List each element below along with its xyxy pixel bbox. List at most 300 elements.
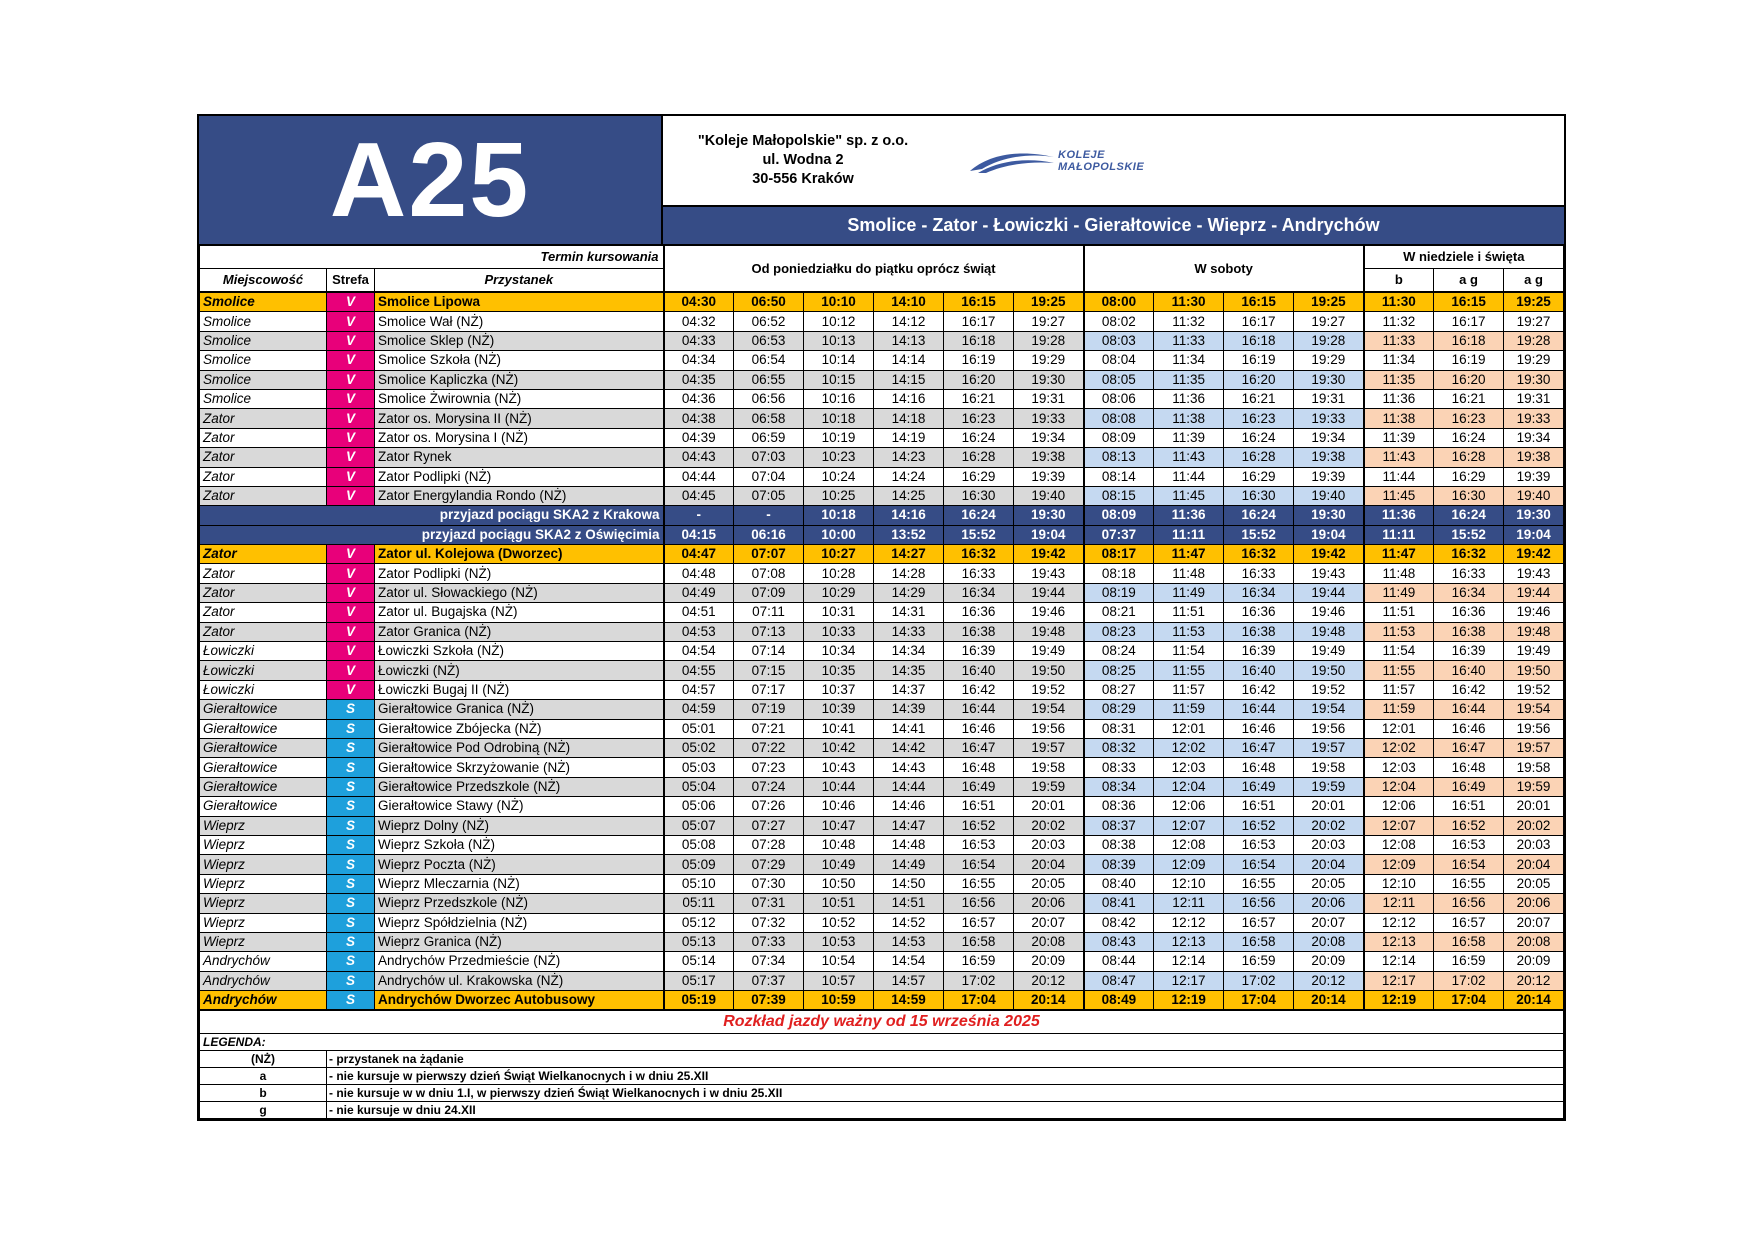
zone-badge: V (327, 545, 375, 564)
town-cell: Łowiczki (200, 680, 327, 699)
departure-time: 10:37 (804, 680, 874, 699)
departure-time: 16:58 (1224, 932, 1294, 951)
stop-row (200, 952, 1564, 971)
stop-row (200, 797, 1564, 816)
stop-row (200, 428, 1564, 447)
departure-time: 04:49 (664, 583, 734, 602)
departure-time: 11:51 (1154, 603, 1224, 622)
departure-time: 19:30 (1504, 506, 1564, 525)
departure-time: 11:47 (1154, 545, 1224, 564)
departure-time: 11:43 (1154, 448, 1224, 467)
stop-row (200, 758, 1564, 777)
stop-name: Zator Rynek (375, 448, 664, 467)
departure-time: 16:17 (1434, 312, 1504, 331)
departure-time: 16:30 (1224, 486, 1294, 505)
departure-time: 16:38 (1434, 622, 1504, 641)
departure-time: 11:32 (1154, 312, 1224, 331)
departure-time: 07:37 (734, 971, 804, 990)
departure-time: 16:54 (944, 855, 1014, 874)
departure-time: 20:14 (1504, 991, 1564, 1011)
departure-time: 05:06 (664, 797, 734, 816)
departure-time: 11:36 (1364, 506, 1434, 525)
departure-time: 12:12 (1154, 913, 1224, 932)
departure-time: 07:14 (734, 642, 804, 661)
departure-time: 10:29 (804, 583, 874, 602)
departure-time: 19:28 (1504, 331, 1564, 350)
departure-time: 10:50 (804, 874, 874, 893)
departure-time: 16:44 (944, 700, 1014, 719)
departure-time: 19:44 (1504, 583, 1564, 602)
town-cell: Wieprz (200, 913, 327, 932)
departure-time: 08:14 (1084, 467, 1154, 486)
departure-time: 12:04 (1154, 777, 1224, 796)
departure-time: 12:13 (1154, 932, 1224, 951)
departure-time: 07:09 (734, 583, 804, 602)
departure-time: 05:07 (664, 816, 734, 835)
departure-time: 10:47 (804, 816, 874, 835)
departure-time: 16:56 (1224, 894, 1294, 913)
departure-time: 16:29 (1224, 467, 1294, 486)
departure-time: 16:42 (1434, 680, 1504, 699)
departure-time: 05:13 (664, 932, 734, 951)
departure-time: 10:23 (804, 448, 874, 467)
zone-badge: V (327, 642, 375, 661)
departure-time: 19:56 (1014, 719, 1084, 738)
departure-time: 08:08 (1084, 409, 1154, 428)
departure-time: 08:09 (1084, 506, 1154, 525)
departure-time: 19:31 (1504, 389, 1564, 408)
departure-time: 10:44 (804, 777, 874, 796)
town-cell: Zator (200, 486, 327, 505)
stop-row (200, 312, 1564, 331)
departure-time: 16:49 (1224, 777, 1294, 796)
sunday-mark-3: a g (1504, 269, 1564, 293)
departure-time: 16:57 (1434, 913, 1504, 932)
departure-time: 12:17 (1364, 971, 1434, 990)
departure-time: 05:04 (664, 777, 734, 796)
departure-time: 07:33 (734, 932, 804, 951)
departure-time: 17:02 (1224, 971, 1294, 990)
town-cell: Zator (200, 603, 327, 622)
departure-time: 12:10 (1364, 874, 1434, 893)
departure-time: 19:43 (1294, 564, 1364, 583)
departure-time: 10:46 (804, 797, 874, 816)
departure-time: 16:55 (1434, 874, 1504, 893)
header-right (663, 116, 1564, 244)
departure-time: 19:56 (1504, 719, 1564, 738)
stop-name: Łowiczki (NŻ) (375, 661, 664, 680)
departure-time: 14:39 (874, 700, 944, 719)
departure-time: 07:03 (734, 448, 804, 467)
legend-description: - przystanek na żądanie (327, 1051, 1564, 1068)
stop-row (200, 913, 1564, 932)
departure-time: 05:01 (664, 719, 734, 738)
departure-time: 20:08 (1014, 932, 1084, 951)
departure-time: 14:41 (874, 719, 944, 738)
departure-time: 14:43 (874, 758, 944, 777)
departure-time: 12:06 (1364, 797, 1434, 816)
timetable (199, 244, 1564, 1119)
departure-time: 16:40 (1224, 661, 1294, 680)
legend-description: - nie kursuje w pierwszy dzień Świąt Wielkanocnych i w dniu 25.XII (327, 1068, 1564, 1085)
departure-time: 16:18 (944, 331, 1014, 350)
departure-time: 11:38 (1154, 409, 1224, 428)
stop-name: Wieprz Spółdzielnia (NŻ) (375, 913, 664, 932)
saturday-header: W soboty (1084, 245, 1364, 292)
departure-time: 16:48 (1224, 758, 1294, 777)
departure-time: 04:32 (664, 312, 734, 331)
departure-time: 19:48 (1504, 622, 1564, 641)
town-cell: Gierałtowice (200, 797, 327, 816)
departure-time: 11:39 (1364, 428, 1434, 447)
departure-time: 16:46 (1434, 719, 1504, 738)
departure-time: 11:45 (1364, 486, 1434, 505)
zone-badge: V (327, 661, 375, 680)
departure-time: 20:08 (1504, 932, 1564, 951)
departure-time: 08:05 (1084, 370, 1154, 389)
departure-time: 11:51 (1364, 603, 1434, 622)
departure-time: 19:25 (1014, 292, 1084, 312)
departure-time: 19:33 (1014, 409, 1084, 428)
departure-time: 16:36 (944, 603, 1014, 622)
departure-time: 08:24 (1084, 642, 1154, 661)
departure-time: 12:01 (1154, 719, 1224, 738)
departure-time: 07:13 (734, 622, 804, 641)
departure-time: 19:38 (1014, 448, 1084, 467)
timetable-header (199, 116, 1564, 244)
departure-time: 16:28 (1434, 448, 1504, 467)
departure-time: 11:53 (1364, 622, 1434, 641)
departure-time: 05:12 (664, 913, 734, 932)
departure-time: 19:38 (1504, 448, 1564, 467)
departure-time: 11:57 (1154, 680, 1224, 699)
departure-time: 10:18 (804, 506, 874, 525)
departure-time: 12:04 (1364, 777, 1434, 796)
departure-time: 04:38 (664, 409, 734, 428)
departure-time: 10:16 (804, 389, 874, 408)
departure-time: 12:09 (1364, 855, 1434, 874)
departure-time: 19:30 (1504, 370, 1564, 389)
departure-time: 04:36 (664, 389, 734, 408)
town-cell: Gierałtowice (200, 719, 327, 738)
stop-name: Zator os. Morysina I (NŻ) (375, 428, 664, 447)
departure-time: 10:18 (804, 409, 874, 428)
departure-time: 10:53 (804, 932, 874, 951)
town-cell: Wieprz (200, 894, 327, 913)
zone-badge: S (327, 874, 375, 893)
departure-time: 14:16 (874, 389, 944, 408)
departure-time: 08:36 (1084, 797, 1154, 816)
town-cell: Smolice (200, 312, 327, 331)
departure-time: 12:03 (1154, 758, 1224, 777)
sunday-mark-2: a g (1434, 269, 1504, 293)
departure-time: 10:51 (804, 894, 874, 913)
departure-time: 12:09 (1154, 855, 1224, 874)
departure-time: 12:08 (1364, 835, 1434, 854)
departure-time: 19:40 (1504, 486, 1564, 505)
departure-time: 16:42 (1224, 680, 1294, 699)
departure-time: 16:20 (1224, 370, 1294, 389)
departure-time: 14:46 (874, 797, 944, 816)
legend-description: - nie kursuje w w dniu 1.I, w pierwszy dzień Świąt Wielkanocnych i w dniu 25.XII (327, 1085, 1564, 1102)
stop-name: Smolice Lipowa (375, 292, 664, 312)
departure-time: 16:33 (944, 564, 1014, 583)
departure-time: 14:33 (874, 622, 944, 641)
town-cell: Wieprz (200, 874, 327, 893)
legend-symbol: (NŻ) (200, 1051, 327, 1068)
departure-time: 19:28 (1294, 331, 1364, 350)
departure-time: 19:27 (1504, 312, 1564, 331)
departure-time: 11:35 (1154, 370, 1224, 389)
departure-time: 19:30 (1014, 506, 1084, 525)
departure-time: 10:12 (804, 312, 874, 331)
town-cell: Smolice (200, 292, 327, 312)
departure-time: 14:57 (874, 971, 944, 990)
departure-time: 08:40 (1084, 874, 1154, 893)
departure-time: 14:54 (874, 952, 944, 971)
departure-time: 17:04 (1434, 991, 1504, 1011)
stop-name: Wieprz Poczta (NŻ) (375, 855, 664, 874)
departure-time: 12:14 (1154, 952, 1224, 971)
stop-name: Andrychów Dworzec Autobusowy (375, 991, 664, 1011)
departure-time: 16:33 (1434, 564, 1504, 583)
departure-time: 19:57 (1014, 738, 1084, 757)
town-cell: Andrychów (200, 991, 327, 1011)
departure-time: 08:09 (1084, 428, 1154, 447)
departure-time: 16:39 (1224, 642, 1294, 661)
departure-time: 14:29 (874, 583, 944, 602)
departure-time: 12:02 (1364, 738, 1434, 757)
departure-time: 11:32 (1364, 312, 1434, 331)
departure-time: 11:36 (1154, 389, 1224, 408)
departure-time: 19:43 (1014, 564, 1084, 583)
departure-time: 08:47 (1084, 971, 1154, 990)
departure-time: 20:12 (1504, 971, 1564, 990)
departure-time: 11:30 (1154, 292, 1224, 312)
departure-time: 08:17 (1084, 545, 1154, 564)
zone-badge: S (327, 835, 375, 854)
departure-time: 19:57 (1504, 738, 1564, 757)
departure-time: 16:56 (944, 894, 1014, 913)
departure-time: 11:48 (1364, 564, 1434, 583)
stop-name: Smolice Szkoła (NŻ) (375, 351, 664, 370)
departure-time: 16:18 (1224, 331, 1294, 350)
koleje-malopolskie-logo (968, 147, 1144, 175)
stop-name: Wieprz Granica (NŻ) (375, 932, 664, 951)
departure-time: 19:25 (1294, 292, 1364, 312)
stop-name: Wieprz Szkoła (NŻ) (375, 835, 664, 854)
logo-text (1058, 149, 1144, 173)
departure-time: 19:42 (1294, 545, 1364, 564)
departure-time: 16:23 (1224, 409, 1294, 428)
stop-row (200, 642, 1564, 661)
departure-time: 07:39 (734, 991, 804, 1011)
departure-time: 19:33 (1294, 409, 1364, 428)
departure-time: 14:47 (874, 816, 944, 835)
departure-time: 20:03 (1504, 835, 1564, 854)
stop-row (200, 564, 1564, 583)
departure-time: 19:58 (1504, 758, 1564, 777)
departure-time: 19:42 (1504, 545, 1564, 564)
valid-from: Rozkład jazdy ważny od 15 września 2025 (200, 1010, 1564, 1034)
departure-time: 16:57 (1224, 913, 1294, 932)
departure-time: 16:33 (1224, 564, 1294, 583)
departure-time: 16:52 (1434, 816, 1504, 835)
departure-time: 19:39 (1504, 467, 1564, 486)
departure-time: 10:31 (804, 603, 874, 622)
stop-row (200, 719, 1564, 738)
stop-name: Smolice Sklep (NŻ) (375, 331, 664, 350)
departure-time: 16:40 (944, 661, 1014, 680)
stop-row (200, 545, 1564, 564)
departure-time: 07:11 (734, 603, 804, 622)
departure-time: 14:53 (874, 932, 944, 951)
stop-row (200, 486, 1564, 505)
zone-badge: V (327, 312, 375, 331)
stop-row (200, 331, 1564, 350)
departure-time: 12:07 (1364, 816, 1434, 835)
departure-time: 19:04 (1504, 525, 1564, 544)
stop-row (200, 816, 1564, 835)
departure-time: 19:27 (1294, 312, 1364, 331)
departure-time: 14:12 (874, 312, 944, 331)
route-number: A25 (199, 116, 663, 244)
stop-name: Zator ul. Kolejowa (Dworzec) (375, 545, 664, 564)
departure-time: 14:14 (874, 351, 944, 370)
departure-time: 08:32 (1084, 738, 1154, 757)
logo-line2: MAŁOPOLSKIE (1058, 160, 1145, 173)
departure-time: 16:32 (944, 545, 1014, 564)
stop-name: Łowiczki Szkoła (NŻ) (375, 642, 664, 661)
zone-badge: S (327, 855, 375, 874)
stop-name: Zator Podlipki (NŻ) (375, 564, 664, 583)
departure-time: 08:19 (1084, 583, 1154, 602)
departure-time: 16:30 (944, 486, 1014, 505)
departure-time: 14:27 (874, 545, 944, 564)
stop-name: Andrychów Przedmieście (NŻ) (375, 952, 664, 971)
departure-time: 19:49 (1504, 642, 1564, 661)
stop-name: Gierałtowice Skrzyżowanie (NŻ) (375, 758, 664, 777)
departure-time: 04:59 (664, 700, 734, 719)
zone-badge: V (327, 486, 375, 505)
departure-time: 11:30 (1364, 292, 1434, 312)
departure-time: 11:44 (1364, 467, 1434, 486)
departure-time: 16:44 (1434, 700, 1504, 719)
departure-time: 20:05 (1504, 874, 1564, 893)
departure-time: 16:44 (1224, 700, 1294, 719)
departure-time: 16:52 (1224, 816, 1294, 835)
company-address (668, 132, 938, 189)
stop-row (200, 894, 1564, 913)
train-label: przyjazd pociągu SKA2 z Oświęcimia (200, 525, 664, 544)
stop-row (200, 835, 1564, 854)
departure-time: 07:26 (734, 797, 804, 816)
departure-time: 08:06 (1084, 389, 1154, 408)
departure-time: 08:34 (1084, 777, 1154, 796)
departure-time: 19:58 (1014, 758, 1084, 777)
town-cell: Zator (200, 448, 327, 467)
departure-time: 16:40 (1434, 661, 1504, 680)
departure-time: 14:44 (874, 777, 944, 796)
departure-time: 11:54 (1154, 642, 1224, 661)
departure-time: 10:39 (804, 700, 874, 719)
zone-badge: S (327, 777, 375, 796)
departure-time: 08:49 (1084, 991, 1154, 1011)
zone-badge: V (327, 603, 375, 622)
stop-row (200, 971, 1564, 990)
stop-name: Gierałtowice Przedszkole (NŻ) (375, 777, 664, 796)
departure-time: 10:28 (804, 564, 874, 583)
departure-time: 11:55 (1364, 661, 1434, 680)
departure-time: 19:29 (1014, 351, 1084, 370)
departure-time: 19:42 (1014, 545, 1084, 564)
col-zone-header: Strefa (327, 269, 375, 293)
departure-time: 14:42 (874, 738, 944, 757)
zone-badge: V (327, 680, 375, 699)
departure-time: 20:01 (1294, 797, 1364, 816)
departure-time: 10:48 (804, 835, 874, 854)
departure-time: 16:20 (944, 370, 1014, 389)
departure-time: 20:12 (1014, 971, 1084, 990)
departure-time: 16:24 (1434, 428, 1504, 447)
departure-time: 14:34 (874, 642, 944, 661)
departure-time: 16:59 (944, 952, 1014, 971)
departure-time: 11:47 (1364, 545, 1434, 564)
departure-time: 19:52 (1504, 680, 1564, 699)
town-cell: Zator (200, 622, 327, 641)
departure-time: 20:04 (1504, 855, 1564, 874)
departure-time: 15:52 (944, 525, 1014, 544)
departure-time: 08:39 (1084, 855, 1154, 874)
departure-time: 16:19 (944, 351, 1014, 370)
departure-time: 16:56 (1434, 894, 1504, 913)
departure-time: 16:58 (944, 932, 1014, 951)
departure-time: 16:55 (1224, 874, 1294, 893)
departure-time: 05:14 (664, 952, 734, 971)
departure-time: 11:48 (1154, 564, 1224, 583)
town-cell: Wieprz (200, 835, 327, 854)
stop-name: Zator ul. Słowackiego (NŻ) (375, 583, 664, 602)
departure-time: 19:40 (1014, 486, 1084, 505)
departure-time: 20:14 (1014, 991, 1084, 1011)
stop-name: Zator os. Morysina II (NŻ) (375, 409, 664, 428)
stop-name: Wieprz Przedszkole (NŻ) (375, 894, 664, 913)
departure-time: 06:54 (734, 351, 804, 370)
departure-time: 16:21 (1434, 389, 1504, 408)
departure-time: 07:34 (734, 952, 804, 971)
departure-time: 07:17 (734, 680, 804, 699)
zone-badge: V (327, 622, 375, 641)
zone-badge: S (327, 913, 375, 932)
zone-badge: V (327, 292, 375, 312)
town-cell: Zator (200, 545, 327, 564)
departure-time: 19:29 (1294, 351, 1364, 370)
departure-time: 16:53 (944, 835, 1014, 854)
departure-time: 19:58 (1294, 758, 1364, 777)
departure-time: 10:13 (804, 331, 874, 350)
departure-time: 16:32 (1434, 545, 1504, 564)
stop-row (200, 622, 1564, 641)
logo-swoosh-icon (968, 147, 1056, 175)
stop-name: Smolice Żwirownia (NŻ) (375, 389, 664, 408)
departure-time: 12:13 (1364, 932, 1434, 951)
departure-time: 16:53 (1224, 835, 1294, 854)
departure-time: 08:15 (1084, 486, 1154, 505)
departure-time: 10:42 (804, 738, 874, 757)
departure-time: 05:03 (664, 758, 734, 777)
departure-time: 05:17 (664, 971, 734, 990)
town-cell: Zator (200, 583, 327, 602)
